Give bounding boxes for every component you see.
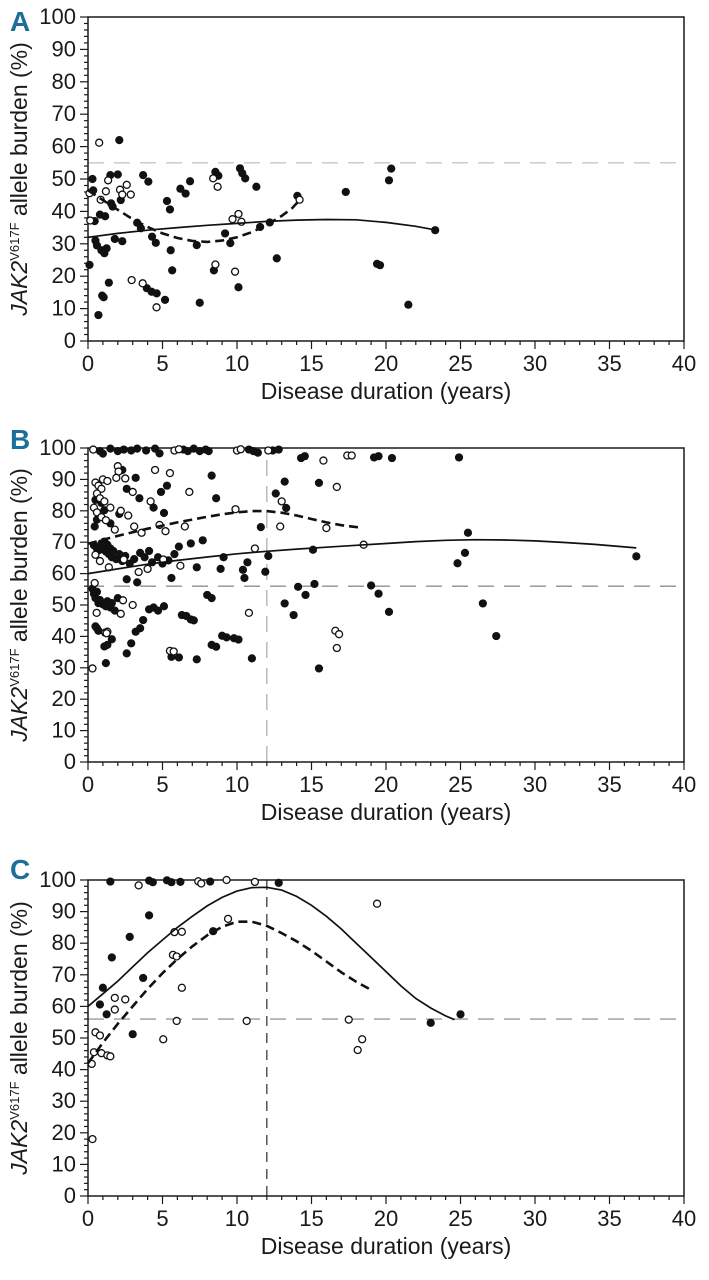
- data-point-filled: [176, 878, 184, 886]
- svg-text:20: 20: [51, 686, 76, 712]
- data-point-open: [96, 139, 103, 146]
- data-point-filled: [142, 446, 150, 454]
- data-point-filled: [221, 229, 229, 237]
- x-ticks: [88, 1196, 684, 1204]
- data-point-filled: [181, 189, 189, 197]
- data-point-open: [348, 452, 355, 459]
- trend-line-solid: [88, 540, 636, 574]
- data-point-open: [359, 1036, 366, 1043]
- data-point-open: [135, 882, 142, 889]
- panel-c: [0, 848, 709, 1280]
- svg-text:25: 25: [448, 351, 473, 376]
- data-point-open: [92, 551, 99, 558]
- data-point-filled: [206, 877, 214, 885]
- data-point-filled: [160, 509, 168, 517]
- data-point-filled: [252, 183, 260, 191]
- data-point-open: [120, 597, 127, 604]
- x-tick-labels: [82, 1206, 696, 1231]
- data-point-filled: [166, 205, 174, 213]
- data-point-filled: [385, 608, 393, 616]
- svg-text:100: 100: [39, 867, 76, 892]
- data-point-filled: [456, 1010, 464, 1018]
- data-point-open: [147, 498, 154, 505]
- data-point-open: [251, 545, 258, 552]
- chart-b: [0, 418, 709, 848]
- data-point-open: [87, 217, 94, 224]
- data-point-filled: [212, 494, 220, 502]
- data-point-filled: [281, 477, 289, 485]
- data-point-open: [178, 928, 185, 935]
- svg-text:5: 5: [156, 772, 169, 797]
- x-ticks: [88, 341, 684, 349]
- data-point-open: [235, 210, 242, 217]
- data-point-filled: [234, 283, 242, 291]
- data-point-filled: [404, 301, 412, 309]
- data-point-filled: [367, 581, 375, 589]
- data-point-open: [214, 183, 221, 190]
- x-axis-title: Disease duration (years): [260, 1233, 512, 1259]
- svg-text:90: 90: [51, 466, 76, 492]
- data-point-filled: [130, 555, 138, 563]
- svg-text:70: 70: [51, 101, 76, 127]
- data-point-open: [107, 504, 114, 511]
- data-point-open: [333, 483, 340, 490]
- data-point-filled: [309, 546, 317, 554]
- y-tick-labels: [39, 435, 76, 774]
- svg-text:25: 25: [448, 1206, 473, 1231]
- data-point-filled: [144, 177, 152, 185]
- svg-text:40: 40: [671, 772, 697, 797]
- svg-text:0: 0: [63, 749, 76, 774]
- data-point-open: [186, 488, 193, 495]
- data-point-filled: [103, 244, 111, 252]
- data-point-filled: [248, 654, 256, 662]
- data-point-open: [162, 528, 169, 535]
- data-point-open: [177, 562, 184, 569]
- data-point-filled: [464, 529, 472, 537]
- data-point-open: [277, 523, 284, 530]
- svg-text:0: 0: [81, 351, 95, 376]
- data-point-open: [129, 488, 136, 495]
- data-point-open: [113, 474, 120, 481]
- data-point-open: [225, 915, 232, 922]
- data-point-filled: [222, 633, 230, 641]
- data-point-filled: [281, 599, 289, 607]
- svg-text:10: 10: [51, 1151, 76, 1177]
- data-point-filled: [120, 445, 128, 453]
- data-point-filled: [217, 565, 225, 573]
- data-point-filled: [239, 566, 247, 574]
- data-point-filled: [186, 177, 194, 185]
- data-point-open: [333, 645, 340, 652]
- data-point-open: [223, 877, 230, 884]
- svg-text:35: 35: [597, 1206, 622, 1231]
- panel-a: [0, 0, 709, 418]
- data-point-open: [170, 648, 177, 655]
- y-ticks: [80, 448, 88, 762]
- svg-text:100: 100: [39, 4, 76, 29]
- svg-text:20: 20: [51, 1119, 76, 1145]
- data-point-open: [198, 880, 205, 887]
- svg-text:0: 0: [63, 1183, 76, 1208]
- data-point-open: [278, 498, 285, 505]
- data-point-open: [90, 446, 97, 453]
- data-point-filled: [275, 445, 283, 453]
- scatter-filled-circle: [88, 445, 640, 673]
- svg-text:60: 60: [51, 993, 76, 1019]
- data-point-open: [119, 191, 126, 198]
- chart-a: [0, 0, 709, 418]
- data-point-filled: [155, 449, 163, 457]
- svg-text:50: 50: [51, 166, 76, 191]
- svg-text:30: 30: [522, 772, 548, 797]
- data-point-filled: [106, 445, 114, 453]
- svg-text:5: 5: [156, 351, 169, 376]
- data-point-filled: [290, 611, 298, 619]
- svg-text:40: 40: [51, 623, 76, 649]
- data-point-filled: [115, 136, 123, 144]
- svg-text:50: 50: [51, 1025, 76, 1050]
- data-point-filled: [160, 602, 168, 610]
- y-axis-title: $JAK2^{V617F}$ allele burden (%): [6, 468, 32, 742]
- chart-c: [0, 848, 709, 1280]
- data-point-filled: [243, 558, 251, 566]
- plot-frame: [88, 448, 684, 762]
- svg-text:90: 90: [51, 898, 76, 924]
- data-point-filled: [427, 1019, 435, 1027]
- data-point-filled: [226, 239, 234, 247]
- data-point-open: [135, 569, 142, 576]
- svg-text:100: 100: [39, 435, 76, 460]
- data-point-open: [111, 526, 118, 533]
- data-point-open: [102, 517, 109, 524]
- panel-c-label: C: [10, 854, 31, 885]
- data-point-open: [181, 523, 188, 530]
- data-point-open: [210, 175, 217, 182]
- svg-text:10: 10: [224, 1206, 250, 1231]
- data-point-open: [153, 304, 160, 311]
- data-point-open: [125, 512, 132, 519]
- data-point-open: [251, 878, 258, 885]
- data-point-open: [265, 447, 272, 454]
- svg-text:35: 35: [597, 351, 622, 376]
- data-point-open: [96, 1032, 103, 1039]
- svg-text:0: 0: [63, 328, 76, 353]
- y-axis-title: $JAK2^{V617F}$ allele burden (%): [6, 42, 32, 316]
- data-point-open: [102, 188, 109, 195]
- data-point-open: [111, 994, 118, 1001]
- data-point-open: [107, 1053, 114, 1060]
- svg-text:40: 40: [51, 198, 76, 224]
- trend-line-dashed: [88, 922, 370, 1064]
- svg-text:30: 30: [51, 1088, 76, 1114]
- data-point-filled: [114, 170, 122, 178]
- svg-text:0: 0: [81, 1206, 95, 1231]
- data-point-open: [175, 446, 182, 453]
- data-point-filled: [342, 188, 350, 196]
- svg-text:5: 5: [156, 1206, 169, 1231]
- data-point-filled: [294, 583, 302, 591]
- data-point-filled: [108, 953, 116, 961]
- data-point-filled: [102, 659, 110, 667]
- data-point-open: [245, 609, 252, 616]
- data-point-filled: [208, 472, 216, 480]
- svg-text:10: 10: [224, 351, 250, 376]
- data-point-open: [152, 466, 159, 473]
- data-point-filled: [105, 279, 113, 287]
- data-point-filled: [153, 289, 161, 297]
- svg-text:15: 15: [299, 772, 324, 797]
- data-point-filled: [168, 266, 176, 274]
- data-point-open: [89, 1136, 96, 1143]
- data-point-filled: [118, 237, 126, 245]
- data-point-open: [238, 218, 245, 225]
- data-point-open: [111, 1006, 118, 1013]
- data-point-filled: [301, 591, 309, 599]
- svg-text:30: 30: [51, 654, 76, 680]
- data-point-filled: [254, 449, 262, 457]
- svg-text:40: 40: [671, 351, 697, 376]
- data-point-filled: [126, 933, 134, 941]
- data-point-open: [91, 580, 98, 587]
- x-tick-labels: [82, 772, 696, 797]
- svg-text:80: 80: [51, 68, 76, 94]
- data-point-filled: [315, 479, 323, 487]
- data-point-open: [336, 631, 343, 638]
- data-point-open: [131, 523, 138, 530]
- svg-text:40: 40: [51, 1056, 76, 1082]
- data-point-filled: [161, 296, 169, 304]
- data-point-filled: [103, 1010, 111, 1018]
- svg-text:80: 80: [51, 497, 76, 523]
- data-point-open: [144, 565, 151, 572]
- y-ticks: [80, 17, 88, 341]
- data-point-filled: [91, 522, 99, 530]
- data-point-filled: [275, 879, 283, 887]
- svg-text:10: 10: [51, 717, 76, 743]
- data-point-open: [123, 181, 130, 188]
- data-point-filled: [208, 594, 216, 602]
- panel-b: [0, 418, 709, 848]
- data-point-filled: [205, 447, 213, 455]
- data-point-filled: [170, 550, 178, 558]
- data-point-filled: [257, 523, 265, 531]
- data-point-open: [120, 556, 127, 563]
- svg-text:15: 15: [299, 351, 324, 376]
- data-point-open: [229, 216, 236, 223]
- svg-text:0: 0: [81, 772, 95, 797]
- data-point-filled: [167, 246, 175, 254]
- data-point-filled: [163, 482, 171, 490]
- data-point-filled: [240, 574, 248, 582]
- data-point-filled: [388, 454, 396, 462]
- svg-text:50: 50: [51, 592, 76, 617]
- data-point-filled: [453, 559, 461, 567]
- data-point-filled: [145, 547, 153, 555]
- data-point-filled: [190, 616, 198, 624]
- data-point-open: [237, 446, 244, 453]
- svg-text:70: 70: [51, 529, 76, 555]
- data-point-filled: [152, 239, 160, 247]
- data-point-filled: [492, 632, 500, 640]
- data-point-filled: [99, 450, 107, 458]
- data-point-filled: [385, 176, 393, 184]
- data-point-open: [160, 1036, 167, 1043]
- svg-text:30: 30: [522, 351, 548, 376]
- data-point-open: [320, 457, 327, 464]
- data-point-filled: [85, 261, 93, 269]
- data-point-filled: [132, 474, 140, 482]
- panel-a-label: A: [10, 6, 31, 37]
- svg-text:40: 40: [671, 1206, 697, 1231]
- data-point-filled: [88, 175, 96, 183]
- data-point-open: [323, 525, 330, 532]
- data-point-filled: [196, 299, 204, 307]
- y-axis-title: $JAK2^{V617F}$ allele burden (%): [6, 901, 32, 1175]
- data-point-filled: [374, 452, 382, 460]
- svg-text:20: 20: [373, 772, 399, 797]
- data-point-filled: [241, 174, 249, 182]
- data-point-open: [101, 498, 108, 505]
- data-point-open: [139, 280, 146, 287]
- data-point-filled: [301, 452, 309, 460]
- data-point-open: [104, 477, 111, 484]
- data-point-filled: [261, 568, 269, 576]
- y-ticks: [80, 880, 88, 1196]
- data-point-open: [105, 177, 112, 184]
- svg-text:20: 20: [373, 351, 399, 376]
- data-point-open: [122, 996, 129, 1003]
- data-point-filled: [163, 197, 171, 205]
- svg-text:70: 70: [51, 961, 76, 987]
- svg-text:60: 60: [51, 133, 76, 159]
- svg-text:20: 20: [373, 1206, 399, 1231]
- x-axis-title: Disease duration (years): [260, 799, 512, 825]
- data-point-filled: [273, 254, 281, 262]
- data-point-open: [93, 609, 100, 616]
- data-point-filled: [139, 171, 147, 179]
- data-point-open: [103, 630, 110, 637]
- svg-text:25: 25: [448, 772, 473, 797]
- data-point-filled: [167, 878, 175, 886]
- data-point-filled: [193, 655, 201, 663]
- data-point-filled: [139, 974, 147, 982]
- data-point-open: [122, 475, 129, 482]
- data-point-open: [374, 900, 381, 907]
- data-point-filled: [376, 261, 384, 269]
- data-point-filled: [135, 494, 143, 502]
- data-point-filled: [133, 445, 141, 453]
- data-point-open: [128, 277, 135, 284]
- data-point-filled: [199, 536, 207, 544]
- data-point-open: [129, 602, 136, 609]
- data-point-filled: [175, 542, 183, 550]
- data-point-open: [354, 1047, 361, 1054]
- data-point-filled: [93, 588, 101, 596]
- data-point-filled: [234, 635, 242, 643]
- data-point-filled: [139, 616, 147, 624]
- scatter-open-circle: [88, 877, 380, 1143]
- data-point-open: [117, 610, 124, 617]
- data-point-filled: [133, 578, 141, 586]
- svg-text:20: 20: [51, 263, 76, 289]
- svg-text:10: 10: [224, 772, 250, 797]
- svg-text:90: 90: [51, 36, 76, 62]
- x-ticks: [88, 762, 684, 770]
- x-tick-labels: [82, 351, 696, 376]
- x-axis-title: Disease duration (years): [260, 378, 512, 404]
- data-point-filled: [193, 563, 201, 571]
- data-point-filled: [264, 552, 272, 560]
- svg-text:10: 10: [51, 295, 76, 321]
- data-point-open: [243, 1017, 250, 1024]
- data-point-filled: [94, 311, 102, 319]
- svg-text:15: 15: [299, 1206, 324, 1231]
- data-point-filled: [127, 639, 135, 647]
- data-point-filled: [101, 212, 109, 220]
- data-point-filled: [455, 453, 463, 461]
- data-point-open: [345, 1016, 352, 1023]
- panel-b-label: B: [10, 424, 31, 455]
- data-point-filled: [167, 574, 175, 582]
- data-point-filled: [129, 1030, 137, 1038]
- data-point-open: [173, 1017, 180, 1024]
- data-point-filled: [479, 599, 487, 607]
- data-point-filled: [212, 643, 220, 651]
- data-point-filled: [157, 488, 165, 496]
- svg-text:80: 80: [51, 930, 76, 956]
- svg-text:60: 60: [51, 560, 76, 586]
- data-point-open: [127, 191, 134, 198]
- data-point-filled: [96, 1000, 104, 1008]
- data-point-open: [89, 665, 96, 672]
- data-point-filled: [111, 235, 119, 243]
- data-point-filled: [100, 293, 108, 301]
- svg-text:30: 30: [522, 1206, 548, 1231]
- data-point-filled: [315, 664, 323, 672]
- data-point-filled: [387, 165, 395, 173]
- data-point-filled: [272, 489, 280, 497]
- trend-line-solid: [88, 887, 455, 1019]
- data-point-filled: [123, 649, 131, 657]
- data-point-filled: [310, 580, 318, 588]
- data-point-filled: [136, 624, 144, 632]
- scatter-filled-circle: [96, 876, 465, 1038]
- data-point-filled: [187, 539, 195, 547]
- data-point-filled: [145, 911, 153, 919]
- data-point-open: [178, 984, 185, 991]
- y-tick-labels: [39, 867, 76, 1208]
- data-point-filled: [461, 549, 469, 557]
- data-point-filled: [123, 575, 131, 583]
- data-point-open: [212, 261, 219, 268]
- data-point-filled: [374, 590, 382, 598]
- data-point-open: [96, 558, 103, 565]
- data-point-open: [232, 268, 239, 275]
- data-point-filled: [149, 878, 157, 886]
- svg-text:30: 30: [51, 230, 76, 256]
- svg-text:35: 35: [597, 772, 622, 797]
- data-point-open: [166, 470, 173, 477]
- y-tick-labels: [39, 4, 76, 353]
- data-point-filled: [106, 877, 114, 885]
- data-point-open: [117, 507, 124, 514]
- data-point-filled: [632, 552, 640, 560]
